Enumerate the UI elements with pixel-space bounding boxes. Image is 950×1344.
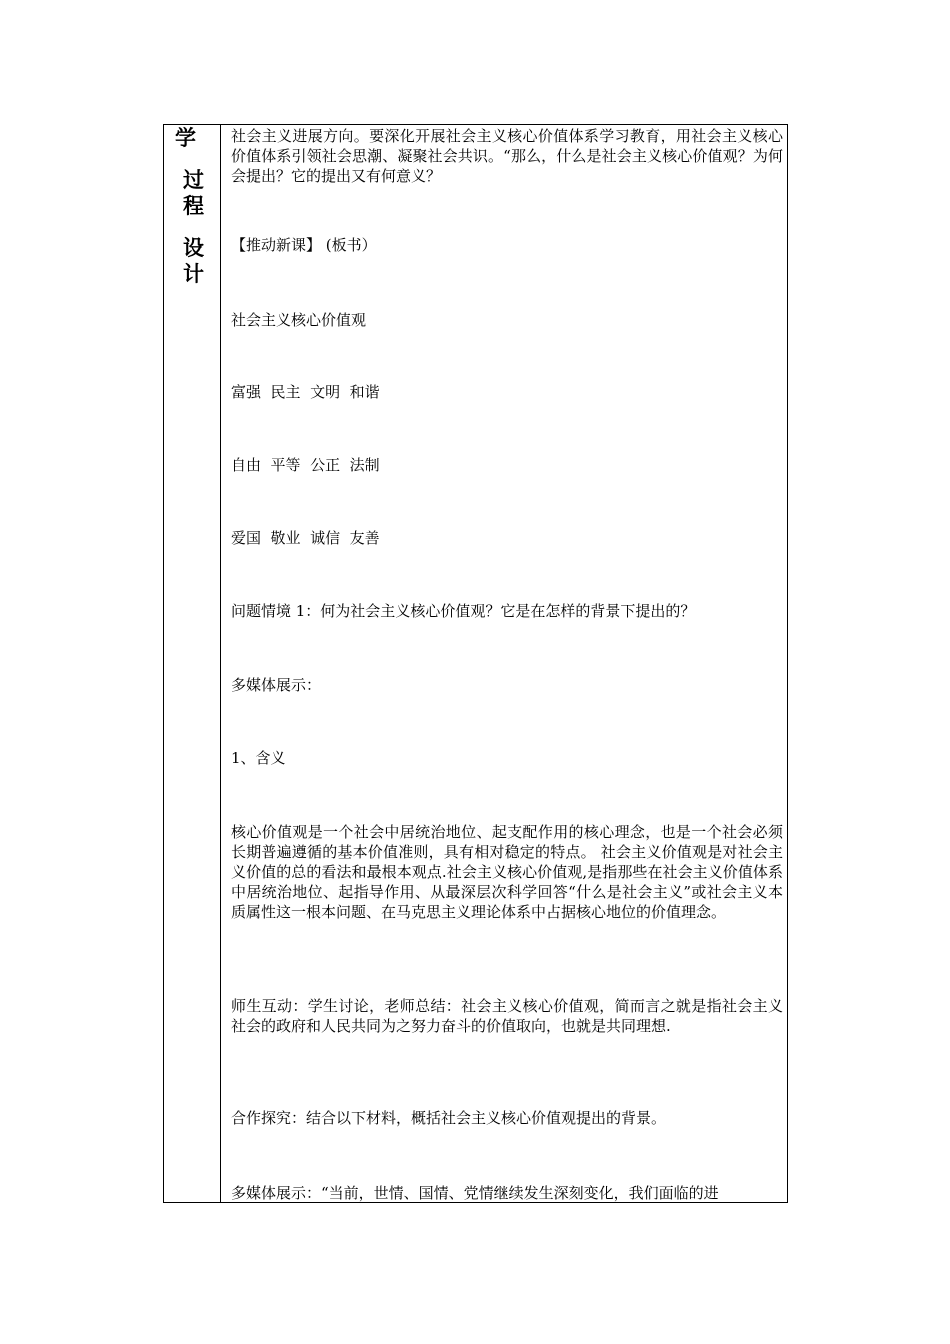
- board-heading: 社会主义核心价值观: [231, 311, 367, 329]
- new-lesson-line: 【推动新课】 (板书）: [231, 236, 377, 254]
- intro-paragraph: 社会主义进展方向。要深化开展社会主义核心价值体系学习教育，用社会主义核心价值体系引领社会思潮、凝聚社会共识。“那么，什么是社会主义核心价值观？为何会提出？它的提出又有何意义？: [231, 127, 783, 185]
- section-label-char: 计: [183, 262, 204, 286]
- section-label-char: 设: [183, 236, 204, 260]
- values-row-2: 自由 平等 公正 法制: [231, 456, 380, 474]
- media-label-1: 多媒体展示：: [231, 676, 322, 694]
- interaction-paragraph: 师生互动：学生讨论，老师总结：社会主义核心价值观，简而言之就是指社会主义社会的政府和人民共同为之努力奋斗的价值取向，也就是共同理想.: [231, 997, 783, 1035]
- cooperation-line: 合作探究：结合以下材料，概括社会主义核心价值观提出的背景。: [231, 1109, 667, 1127]
- question-1: 问题情境 1：何为社会主义核心价值观？它是在怎样的背景下提出的？: [231, 602, 696, 620]
- section-label-char: 程: [183, 194, 204, 218]
- media-paragraph-2: 多媒体展示：“当前，世情、国情、党情继续发生深刻变化，我们面临的进: [231, 1184, 719, 1202]
- meaning-title: 1、含义: [231, 749, 286, 767]
- values-row-1: 富强 民主 文明 和谐: [231, 383, 380, 401]
- lesson-table: [163, 124, 788, 1203]
- content-column: [221, 125, 787, 1202]
- values-row-3: 爱国 敬业 诚信 友善: [231, 529, 380, 547]
- meaning-paragraph: 核心价值观是一个社会中居统治地位、起支配作用的核心理念，也是一个社会必须长期普遍遵循的基本价值准则，具有相对稳定的特点。 社会主义价值观是对社会主义价值的总的看法和最根本观点.社会主义核心价值观,是指那些在社会主义价值体系中居统治地位、起指导作用、从最深层次科学回答“什么是社会主义”或社会主义本质属性这一根本问题、在马克思主义理论体系中占据核心地位的价值理念。: [231, 823, 783, 921]
- section-label-char: 过: [183, 168, 204, 192]
- section-label-column: [164, 125, 221, 1202]
- section-label-char: 学: [175, 126, 196, 150]
